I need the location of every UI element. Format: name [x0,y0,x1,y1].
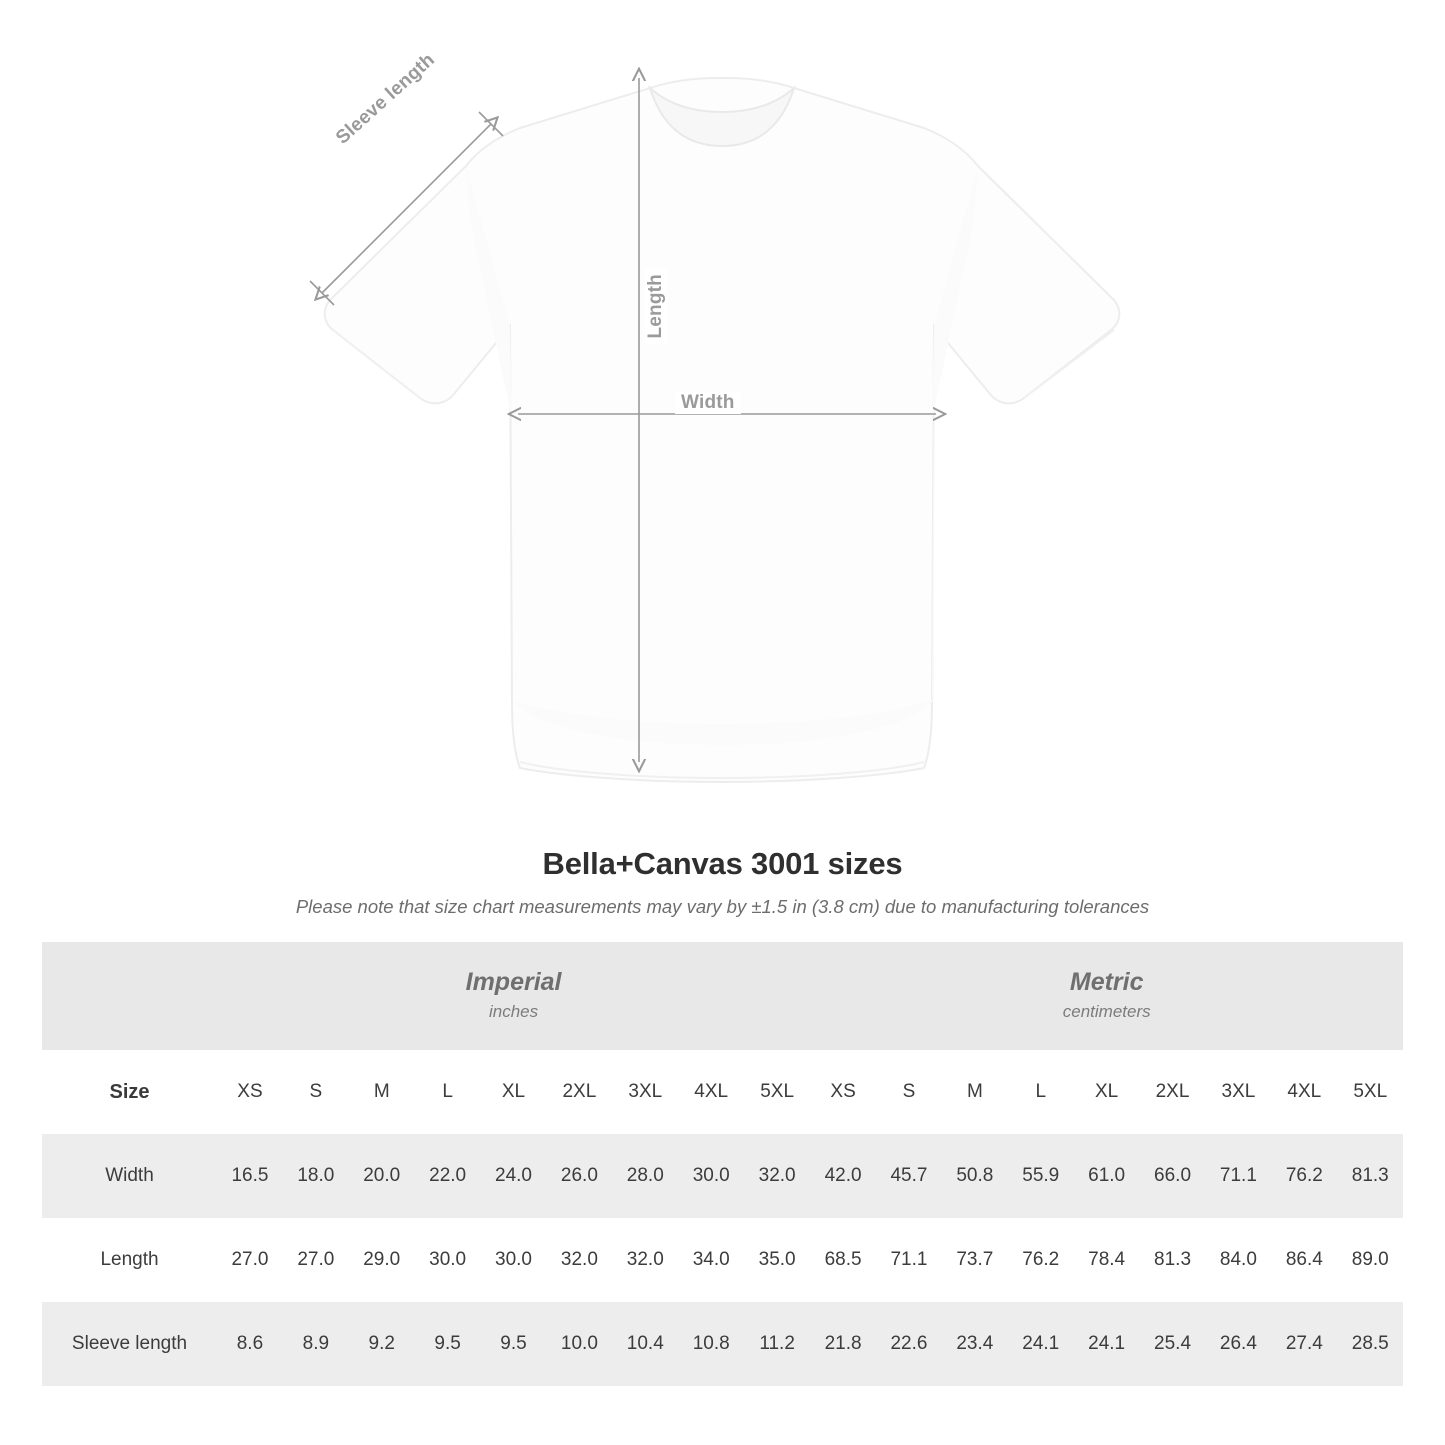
length-val-6: 32.0 [612,1218,678,1302]
length-val-13: 78.4 [1074,1218,1140,1302]
width-val-14: 66.0 [1140,1134,1206,1218]
width-dimension-label: Width [675,392,741,414]
width-val-16: 76.2 [1271,1134,1337,1218]
length-val-16: 86.4 [1271,1218,1337,1302]
size-col-16: 4XL [1271,1050,1337,1134]
size-col-15: 3XL [1205,1050,1271,1134]
sleeve-val-5: 10.0 [546,1302,612,1386]
width-val-15: 71.1 [1205,1134,1271,1218]
size-col-3: L [415,1050,481,1134]
size-col-13: XL [1074,1050,1140,1134]
width-val-12: 55.9 [1008,1134,1074,1218]
length-val-5: 32.0 [546,1218,612,1302]
length-val-10: 71.1 [876,1218,942,1302]
size-col-2: M [349,1050,415,1134]
width-val-3: 22.0 [415,1134,481,1218]
width-val-13: 61.0 [1074,1134,1140,1218]
row-label-sleeve-length: Sleeve length [42,1302,217,1386]
sleeve-val-13: 24.1 [1074,1302,1140,1386]
length-val-8: 35.0 [744,1218,810,1302]
length-val-17: 89.0 [1337,1218,1403,1302]
width-val-17: 81.3 [1337,1134,1403,1218]
length-val-11: 73.7 [942,1218,1008,1302]
size-col-4: XL [481,1050,547,1134]
unit-header-row [42,942,1403,1050]
width-val-9: 42.0 [810,1134,876,1218]
size-col-9: XS [810,1050,876,1134]
size-table-container [42,942,1403,1386]
sleeve-val-0: 8.6 [217,1302,283,1386]
page-title: Bella+Canvas 3001 sizes [542,846,903,881]
sleeve-val-7: 10.8 [678,1302,744,1386]
sleeve-val-12: 24.1 [1008,1302,1074,1386]
length-val-15: 84.0 [1205,1218,1271,1302]
sleeve-length-dimension-label: Sleeve length [332,49,440,149]
width-val-0: 16.5 [217,1134,283,1218]
sleeve-val-3: 9.5 [415,1302,481,1386]
length-val-14: 81.3 [1140,1218,1206,1302]
table-row [42,1218,1403,1302]
width-val-7: 30.0 [678,1134,744,1218]
length-val-3: 30.0 [415,1218,481,1302]
sleeve-val-14: 25.4 [1140,1302,1206,1386]
unit-group-metric [810,942,1403,1050]
width-val-4: 24.0 [481,1134,547,1218]
unit-group-imperial-sub: inches [488,1002,539,1022]
length-val-1: 27.0 [283,1218,349,1302]
size-col-17: 5XL [1337,1050,1403,1134]
row-label-width: Width [42,1134,217,1218]
shirt-silhouette [325,78,1120,782]
width-val-8: 32.0 [744,1134,810,1218]
length-val-2: 29.0 [349,1218,415,1302]
sleeve-val-15: 26.4 [1205,1302,1271,1386]
table-row [42,1134,1403,1218]
unit-group-imperial [217,942,810,1050]
size-col-0: XS [217,1050,283,1134]
sleeve-val-9: 21.8 [810,1302,876,1386]
size-col-12: L [1008,1050,1074,1134]
sleeve-val-1: 8.9 [283,1302,349,1386]
size-col-8: 5XL [744,1050,810,1134]
size-col-10: S [876,1050,942,1134]
row-label-length: Length [42,1218,217,1302]
unit-group-metric-name: Metric [1069,967,1144,996]
unit-group-metric-sub: centimeters [1062,1002,1151,1022]
unit-group-imperial-name: Imperial [465,967,562,996]
length-val-12: 76.2 [1008,1218,1074,1302]
size-header-row [42,1050,1403,1134]
length-val-7: 34.0 [678,1218,744,1302]
width-val-10: 45.7 [876,1134,942,1218]
width-val-5: 26.0 [546,1134,612,1218]
size-col-5: 2XL [546,1050,612,1134]
tolerance-note: Please note that size chart measurements may vary by ±1.5 in (3.8 cm) due to manufacturing tolerances [295,896,1150,917]
size-col-6: 3XL [612,1050,678,1134]
size-col-1: S [283,1050,349,1134]
size-chart-table [42,942,1403,1386]
sleeve-val-10: 22.6 [876,1302,942,1386]
width-val-1: 18.0 [283,1134,349,1218]
width-val-6: 28.0 [612,1134,678,1218]
length-val-0: 27.0 [217,1218,283,1302]
table-row [42,1302,1403,1386]
sleeve-val-8: 11.2 [744,1302,810,1386]
size-col-7: 4XL [678,1050,744,1134]
size-chart-header [0,846,1445,918]
size-row-label: Size [42,1050,217,1134]
length-val-4: 30.0 [481,1218,547,1302]
sleeve-val-6: 10.4 [612,1302,678,1386]
unit-header-spacer [42,942,217,1050]
width-val-11: 50.8 [942,1134,1008,1218]
sleeve-val-2: 9.2 [349,1302,415,1386]
sleeve-val-16: 27.4 [1271,1302,1337,1386]
sleeve-val-11: 23.4 [942,1302,1008,1386]
size-col-14: 2XL [1140,1050,1206,1134]
length-dimension-label: Length [645,268,667,345]
size-col-11: M [942,1050,1008,1134]
sleeve-val-17: 28.5 [1337,1302,1403,1386]
width-val-2: 20.0 [349,1134,415,1218]
length-val-9: 68.5 [810,1218,876,1302]
sleeve-val-4: 9.5 [481,1302,547,1386]
